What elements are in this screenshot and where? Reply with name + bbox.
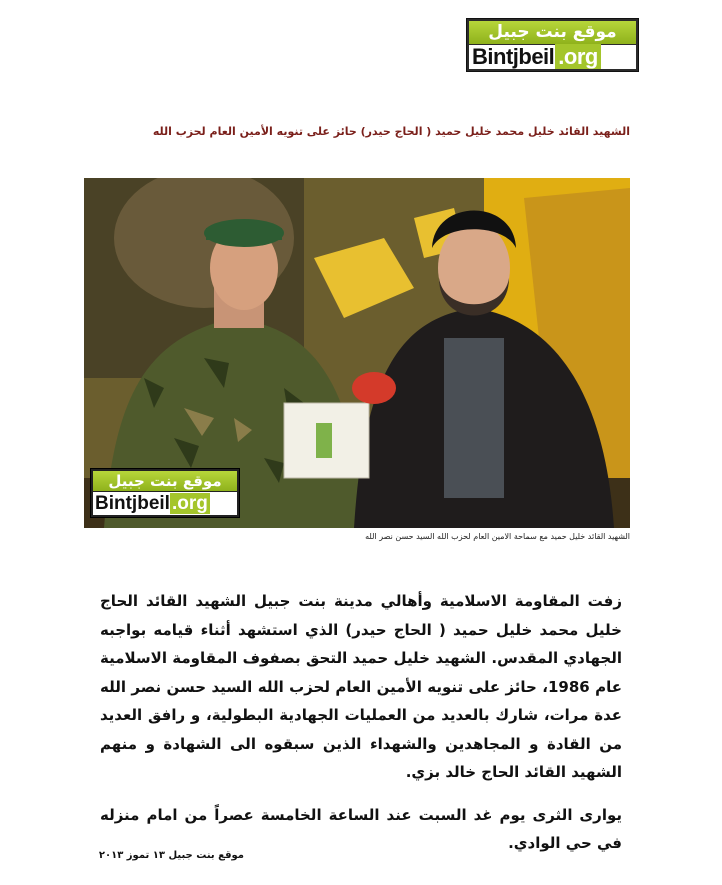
article-photo	[84, 178, 630, 528]
logo-latin	[469, 45, 636, 69]
body-paragraph-1: زفت المقاومة الاسلامية وأهالي مدينة بنت جبيل الشهيد القائد الحاج خليل محمد خليل حميد ( الحاج حيدر) الذي استشهد أثناء قيامه بواجبه الجهادي المقدس. الشهيد خليل حميد التحق بصفوف المقاومة الاسلامية عام 1986، حائز على تنويه الأمين العام لحزب الله السيد حسن نصر الله عدة مرات، شارك بالعديد من العمليات الجهادية البطولية، و رافق العديد من القادة و المجاهدين والشهداء الذين سبقوه الى الشهادة و منهم الشهيد القائد الحاج خالد بزي.	[100, 592, 622, 781]
page-footer: موقع بنت جبيل ١٣ تموز ٢٠١٣	[98, 850, 244, 861]
logo-latin-main: Bintjbeil	[472, 44, 555, 69]
logo-arabic: موقع بنت جبيل	[469, 21, 636, 44]
photo-watermark	[90, 468, 240, 518]
logo-latin-ext: .org	[555, 44, 601, 69]
watermark-latin-ext: .org	[171, 493, 208, 514]
watermark-latin	[93, 492, 237, 515]
body-paragraph-2: يوارى الثرى يوم غد السبت عند الساعة الخامسة عصراً من امام منزله في حي الوادي.	[100, 805, 622, 852]
photo-caption: الشهيد القائد خليل حميد مع سماحة الامين العام لحزب الله السيد حسن نصر الله	[365, 532, 630, 541]
article-headline: الشهيد القائد خليل محمد خليل حميد ( الحاج حيدر) حائز على تنويه الأمين العام لحزب الله	[152, 125, 630, 138]
watermark-latin-main: Bintjbeil	[95, 493, 170, 514]
article-body	[100, 587, 622, 858]
watermark-arabic: موقع بنت جبيل	[93, 471, 237, 491]
site-logo	[466, 18, 639, 72]
